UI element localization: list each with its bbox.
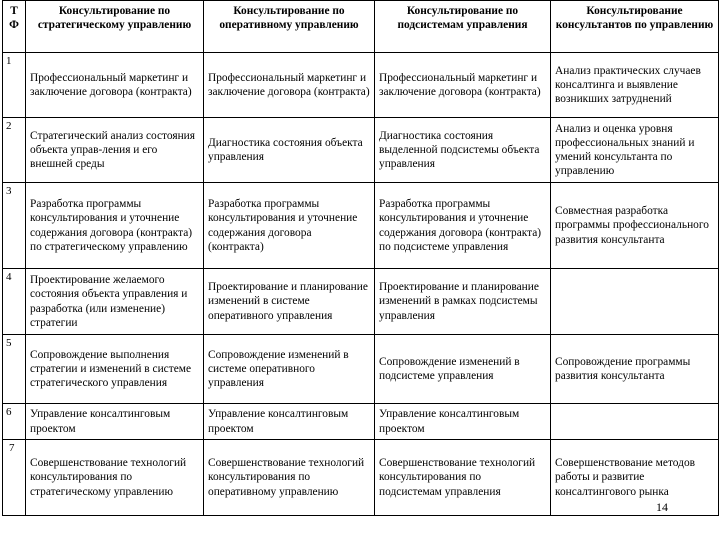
row-number: 7 xyxy=(3,440,26,516)
row-number: 2 xyxy=(3,118,26,183)
row-number: 4 xyxy=(3,269,26,335)
table-cell: Разработка программы консультирования и уточнение содержания договора (контракта) xyxy=(204,183,375,269)
table-cell: Проектирование и планирование изменений в системе оперативного управления xyxy=(204,269,375,335)
header-subsystems: Консультирование по подсистемам управления xyxy=(375,1,551,53)
table-cell: Сопровождение изменений в подсистеме управления xyxy=(375,335,551,404)
table-cell: Управление консалтинговым проектом xyxy=(375,404,551,440)
table-cell: Анализ практических случаев консалтинга и выявление возникших затруднений xyxy=(551,53,719,118)
table-cell: Разработка программы консультирования и уточнение содержания договора (контракта) по стратегическому управлению xyxy=(26,183,204,269)
table-cell: Проектирование желаемого состояния объекта управления и разработка (или изменение) стратегии xyxy=(26,269,204,335)
table-row xyxy=(3,335,719,404)
table-cell: Управление консалтинговым проектом xyxy=(26,404,204,440)
page-number: 14 xyxy=(656,500,668,514)
table-cell: Совершенствование методов работы и развитие консалтингового рынка xyxy=(551,440,719,516)
header-consultants: Консультирование консультантов по управлению xyxy=(551,1,719,53)
table-cell: Управление консалтинговым проектом xyxy=(204,404,375,440)
table-cell: Совершенствование технологий консультирования по стратегическому управлению xyxy=(26,440,204,516)
table-row xyxy=(3,404,719,440)
table-cell: Сопровождение изменений в системе оперативного управления xyxy=(204,335,375,404)
table-cell: Профессиональный маркетинг и заключение договора (контракта) xyxy=(204,53,375,118)
table-cell: Совершенствование технологий консультирования по подсистемам управления xyxy=(375,440,551,516)
header-number-top: Т xyxy=(10,5,18,17)
table-header-row xyxy=(3,1,719,53)
header-strategic: Консультирование по стратегическому управлению xyxy=(26,1,204,53)
table-cell: Профессиональный маркетинг и заключение договора (контракта) xyxy=(26,53,204,118)
table-cell: Диагностика состояния объекта управления xyxy=(204,118,375,183)
table-cell: Сопровождение выполнения стратегии и изменений в системе стратегического управления xyxy=(26,335,204,404)
table-cell: Диагностика состояния выделенной подсистемы объекта управления xyxy=(375,118,551,183)
table-cell-empty xyxy=(551,404,719,440)
table-cell: Стратегический анализ состояния объекта управ-ления и его внешней среды xyxy=(26,118,204,183)
table-row xyxy=(3,183,719,269)
consulting-stages-table xyxy=(2,0,719,516)
table-row xyxy=(3,53,719,118)
header-number-cell xyxy=(3,1,26,53)
row-number: 6 xyxy=(3,404,26,440)
table-cell-empty xyxy=(551,269,719,335)
table-row xyxy=(3,118,719,183)
table-row xyxy=(3,440,719,516)
header-number-bottom: Ф xyxy=(9,19,19,32)
table-cell: Сопровождение программы развития консультанта xyxy=(551,335,719,404)
table-cell: Совместная разработка программы профессионального развития консультанта xyxy=(551,183,719,269)
row-number: 5 xyxy=(3,335,26,404)
row-number: 1 xyxy=(3,53,26,118)
header-operational: Консультирование по оперативному управлению xyxy=(204,1,375,53)
table-cell: Разработка программы консультирования и уточнение содержания договора (контракта) по подсистеме управления xyxy=(375,183,551,269)
table-cell: Профессиональный маркетинг и заключение договора (контракта) xyxy=(375,53,551,118)
table-cell: Проектирование и планирование изменений в рамках подсистемы управления xyxy=(375,269,551,335)
table-cell: Анализ и оценка уровня профессиональных знаний и умений консультанта по управлению xyxy=(551,118,719,183)
table-row xyxy=(3,269,719,335)
table-cell: Совершенствование технологий консультирования по оперативному управлению xyxy=(204,440,375,516)
row-number: 3 xyxy=(3,183,26,269)
